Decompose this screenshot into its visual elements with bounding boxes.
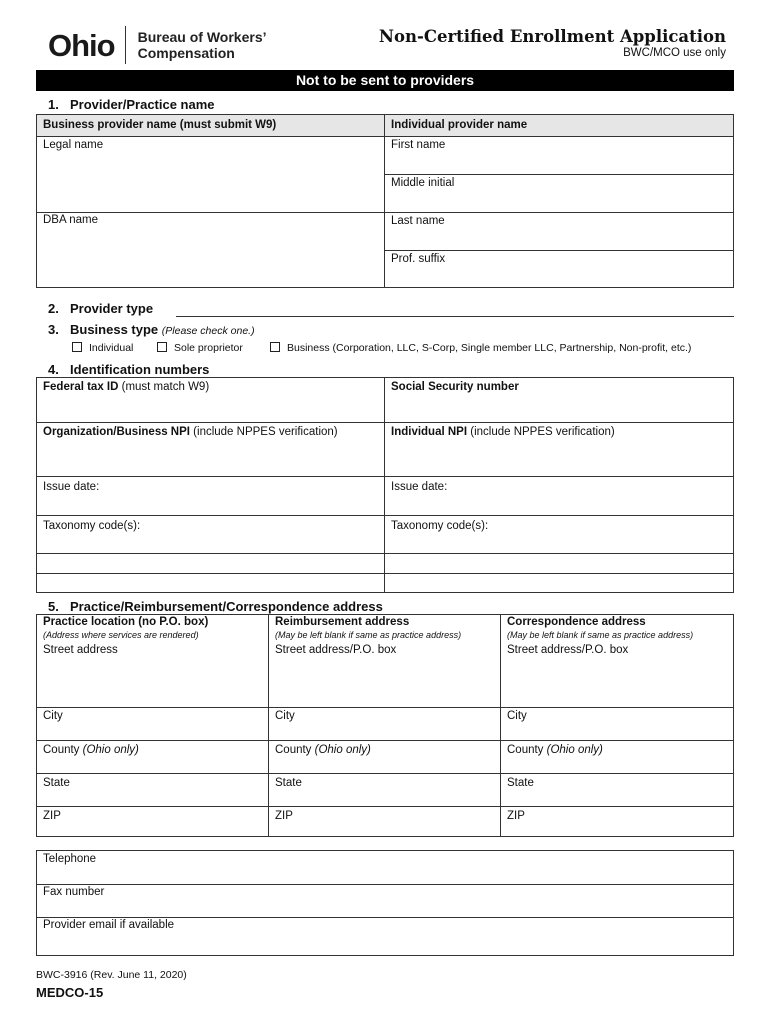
- banner: Not to be sent to providers: [36, 70, 734, 91]
- document-subtitle: BWC/MCO use only: [623, 47, 726, 59]
- correspondence-header: Correspondence address: [507, 616, 646, 628]
- logo-text: [138, 29, 267, 61]
- reimbursement-header: Reimbursement address: [275, 616, 410, 628]
- practice-street-field[interactable]: Street address: [43, 644, 118, 656]
- reimb-county-field[interactable]: County (Ohio only): [275, 744, 371, 756]
- practice-location-note: (Address where services are rendered): [43, 630, 199, 640]
- business-type-note: (Please check one.): [161, 325, 255, 337]
- corr-street-field[interactable]: Street address/P.O. box: [507, 644, 629, 656]
- provider-email-field[interactable]: Provider email if available: [43, 919, 175, 931]
- federal-tax-id-field[interactable]: Federal tax ID (must match W9): [43, 381, 210, 393]
- provider-type-line[interactable]: [176, 316, 734, 317]
- reimb-city-field[interactable]: City: [275, 710, 295, 722]
- practice-county-field[interactable]: County (Ohio only): [43, 744, 139, 756]
- individual-checkbox[interactable]: Individual: [72, 342, 133, 354]
- logo-line1: Bureau of Workers’: [137, 29, 267, 45]
- section-4-table: [36, 377, 734, 593]
- logo-line2: Compensation: [137, 45, 235, 61]
- prof-suffix-field[interactable]: Prof. suffix: [391, 253, 446, 265]
- dba-name-field[interactable]: DBA name: [43, 214, 98, 226]
- middle-initial-field[interactable]: Middle initial: [391, 177, 455, 189]
- practice-city-field[interactable]: City: [43, 710, 63, 722]
- ind-issue-date-field[interactable]: Issue date:: [391, 481, 448, 493]
- practice-location-header: Practice location (no P.O. box): [43, 616, 209, 628]
- business-provider-header: Business provider name (must submit W9): [43, 119, 277, 131]
- ind-taxonomy-field[interactable]: Taxonomy code(s):: [391, 520, 489, 532]
- checkbox-icon: [157, 342, 167, 352]
- last-name-field[interactable]: Last name: [391, 215, 445, 227]
- legal-name-field[interactable]: Legal name: [43, 139, 104, 151]
- corr-state-field[interactable]: State: [507, 777, 534, 789]
- checkbox-icon: [72, 342, 82, 352]
- section-3-heading: 3. Business type (Please check one.): [48, 322, 255, 337]
- practice-state-field[interactable]: State: [43, 777, 70, 789]
- individual-npi-field[interactable]: Individual NPI (include NPPES verification): [391, 426, 615, 438]
- reimb-state-field[interactable]: State: [275, 777, 302, 789]
- logo-divider: [125, 26, 126, 64]
- first-name-field[interactable]: First name: [391, 139, 446, 151]
- document-title: Non-Certified Enrollment Application: [378, 27, 726, 46]
- org-issue-date-field[interactable]: Issue date:: [43, 481, 100, 493]
- sole-proprietor-checkbox[interactable]: Sole proprietor: [157, 342, 243, 354]
- org-taxonomy-field[interactable]: Taxonomy code(s):: [43, 520, 141, 532]
- section-2-heading: 2. Provider type: [48, 301, 154, 316]
- section-4-heading: 4. Identification numbers: [48, 362, 210, 377]
- corr-county-field[interactable]: County (Ohio only): [507, 744, 603, 756]
- logo-brand: Ohio: [48, 27, 115, 63]
- reimb-zip-field[interactable]: ZIP: [275, 810, 293, 822]
- fax-number-field[interactable]: Fax number: [43, 886, 105, 898]
- medco-code: MEDCO-15: [36, 985, 104, 1000]
- section-5-heading: 5. Practice/Reimbursement/Correspondence address: [48, 599, 383, 614]
- section-1-heading: 1. Provider/Practice name: [48, 97, 215, 112]
- checkbox-icon: [270, 342, 280, 352]
- telephone-field[interactable]: Telephone: [43, 853, 97, 865]
- corr-city-field[interactable]: City: [507, 710, 527, 722]
- section-1-table: [36, 114, 734, 288]
- ohio-bwc-logo: [48, 26, 267, 64]
- practice-zip-field[interactable]: ZIP: [43, 810, 61, 822]
- reimb-street-field[interactable]: Street address/P.O. box: [275, 644, 397, 656]
- form-number: BWC-3916 (Rev. June 11, 2020): [36, 969, 187, 981]
- corr-zip-field[interactable]: ZIP: [507, 810, 525, 822]
- individual-provider-header: Individual provider name: [391, 119, 528, 131]
- business-checkbox[interactable]: Business (Corporation, LLC, S-Corp, Single member LLC, Partnership, Non-profit, etc.): [270, 342, 691, 354]
- org-npi-field[interactable]: Organization/Business NPI (include NPPES verification): [43, 426, 338, 438]
- correspondence-note: (May be left blank if same as practice address): [507, 630, 694, 640]
- reimbursement-note: (May be left blank if same as practice address): [275, 630, 462, 640]
- ssn-field[interactable]: Social Security number: [391, 381, 519, 393]
- contact-table: [36, 850, 734, 956]
